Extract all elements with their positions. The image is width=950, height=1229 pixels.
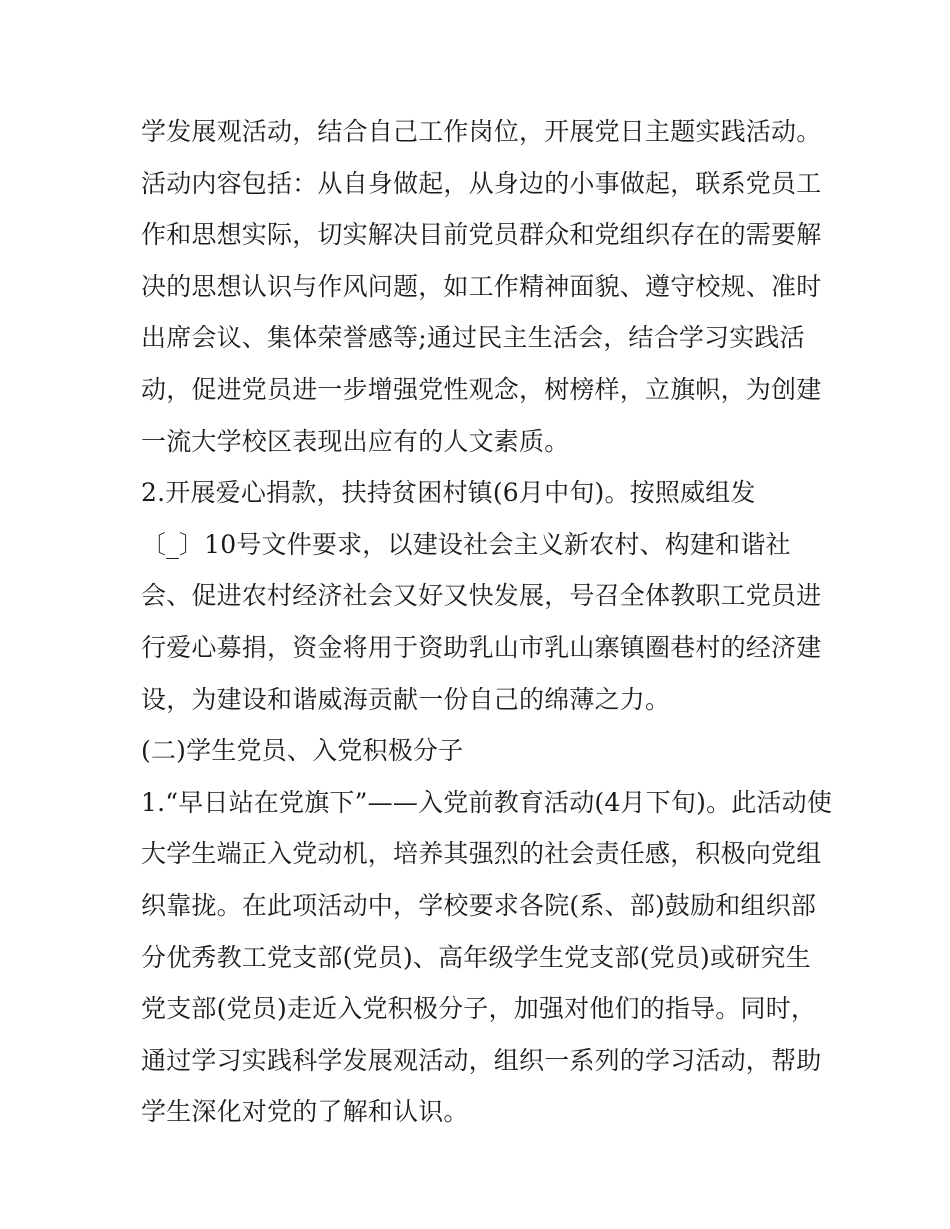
- document-body: [141, 106, 831, 1138]
- text-line: 学发展观活动，结合自己工作岗位，开展党日主题实践活动。: [141, 117, 822, 146]
- text-line: 决的思想认识与作风问题，如工作精神面貌、遵守校规、准时: [141, 271, 822, 301]
- text-line: 学生深化对党的了解和认识。: [141, 1097, 469, 1127]
- text-line: 设，为建设和谐威海贡献一份自己的绵薄之力。: [141, 684, 671, 714]
- section-item-heading: 1.“早日站在党旗下”——入党前教育活动(4月下旬)。此活动使: [141, 787, 833, 817]
- text-line: 一流大学校区表现出应有的人文素质。: [141, 426, 570, 456]
- text-line: 大学生端正入党动机，培养其强烈的社会责任感，积极向党组: [141, 839, 822, 869]
- text-line: 作和思想实际，切实解决目前党员群众和党组织存在的需要解: [141, 220, 822, 250]
- text-line: 行爱心募捐，资金将用于资助乳山市乳山寨镇圈巷村的经济建: [141, 632, 822, 662]
- section-item-heading: 2.开展爱心捐款，扶持贫困村镇(6月中旬)。按照威组发: [141, 478, 756, 508]
- text-line: 分优秀教工党支部(党员)、高年级学生党支部(党员)或研究生: [141, 942, 811, 972]
- text-line: 织靠拢。在此项活动中，学校要求各院(系、部)鼓励和组织部: [141, 890, 817, 920]
- text-line: 出席会议、集体荣誉感等;通过民主生活会，结合学习实践活: [141, 323, 805, 353]
- text-line: 活动内容包括：从自身做起，从身边的小事做起，联系党员工: [141, 168, 822, 198]
- text-line: 通过学习实践科学发展观活动，组织一系列的学习活动，帮助: [141, 1045, 822, 1075]
- text-line: 〔_〕10号文件要求，以建设社会主义新农村、构建和谐社: [141, 529, 791, 559]
- section-heading: (二)学生党员、入党积极分子: [141, 736, 464, 766]
- text-line: 党支部(党员)走近入党积极分子，加强对他们的指导。同时，: [141, 994, 817, 1024]
- text-line: 动，促进党员进一步增强党性观念，树榜样，立旗帜，为创建: [141, 374, 822, 404]
- text-line: 会、促进农村经济社会又好又快发展，号召全体教职工党员进: [141, 581, 822, 611]
